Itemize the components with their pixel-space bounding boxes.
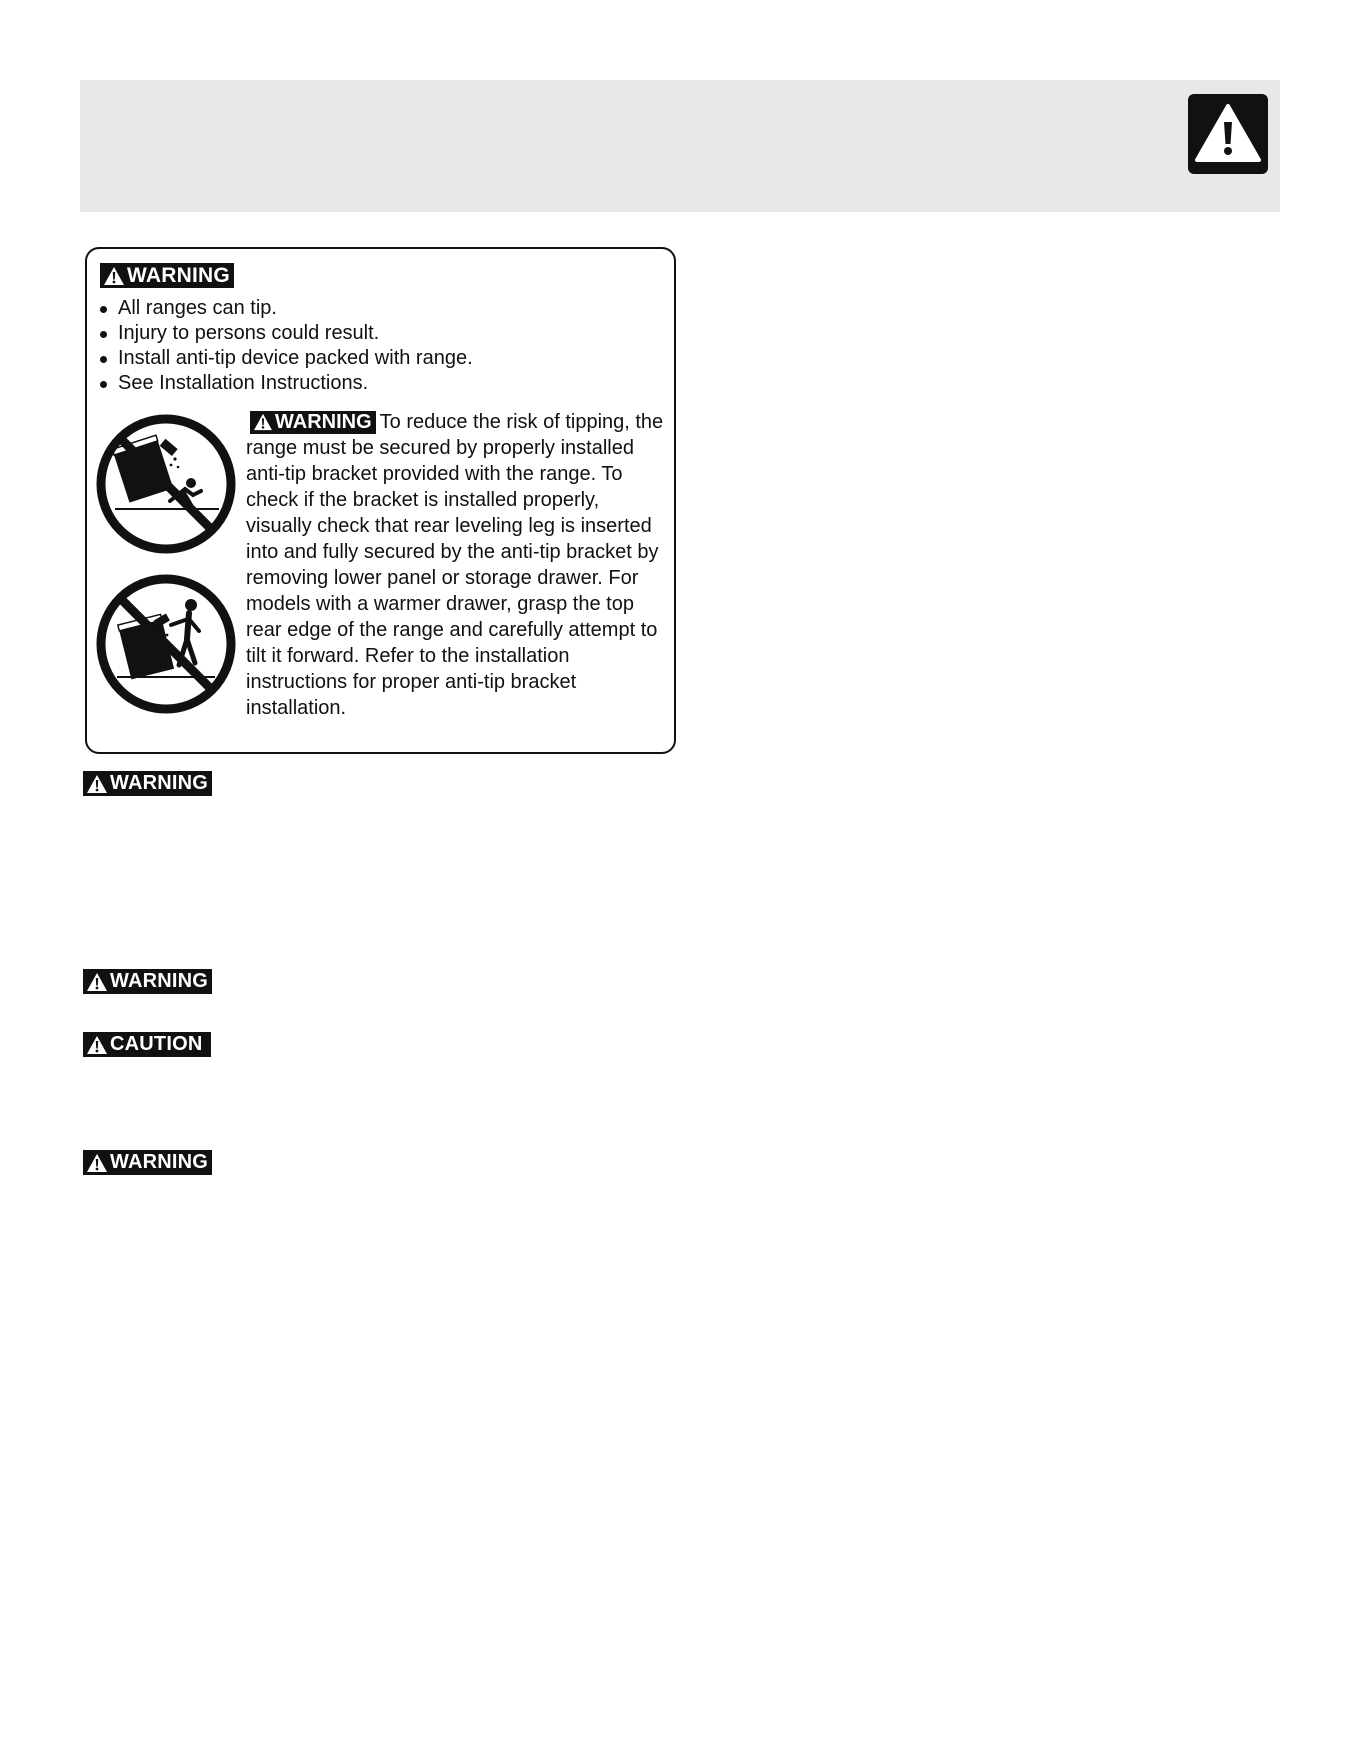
warning-exclamation-icon — [1188, 94, 1268, 174]
warning-triangle-icon — [86, 972, 108, 992]
warning-label — [83, 1150, 212, 1175]
caution-label — [83, 1032, 211, 1057]
header-band — [80, 80, 1280, 212]
no-tipping-range-pictogram — [95, 413, 237, 555]
list-item: Install anti-tip device packed with range. — [98, 346, 473, 371]
list-item: Injury to persons could result. — [98, 321, 473, 346]
warning-triangle-icon — [253, 413, 273, 431]
warning-triangle-icon — [103, 266, 125, 286]
no-standing-on-door-pictogram — [95, 573, 237, 715]
warning-label-text: WARNING — [110, 772, 209, 794]
warning-label-text: WARNING — [110, 1151, 209, 1173]
warning-triangle-icon — [86, 1153, 108, 1173]
warning-label-text: WARNING — [110, 970, 209, 992]
warning-triangle-icon — [86, 774, 108, 794]
list-item: All ranges can tip. — [98, 296, 473, 321]
inline-warning-label — [250, 411, 376, 434]
caution-label-text: CAUTION — [110, 1033, 203, 1055]
warning-label — [83, 969, 212, 994]
warning-bullet-list — [98, 296, 473, 396]
warning-triangle-icon — [86, 1035, 108, 1055]
warning-label — [100, 263, 234, 288]
warning-label-text: WARNING — [127, 263, 230, 287]
inline-warning-label-text: WARNING — [275, 410, 372, 433]
anti-tip-instructions-text: To reduce the risk of tipping, the range must be secured by properly installed anti-tip bracket provided with the range. To check if the bracket is installed properly, visually check that rear leveling leg is inserted into and fully secured by the anti-tip bracket by removing lower panel or storage drawer. For models with a warmer drawer, grasp the top rear edge of the range and carefully attempt to tilt it forward. Refer to the installation instructions for proper anti-tip bracket installation. — [246, 411, 664, 719]
anti-tip-instructions — [246, 409, 666, 721]
warning-label — [83, 771, 212, 796]
list-item: See Installation Instructions. — [98, 371, 473, 396]
